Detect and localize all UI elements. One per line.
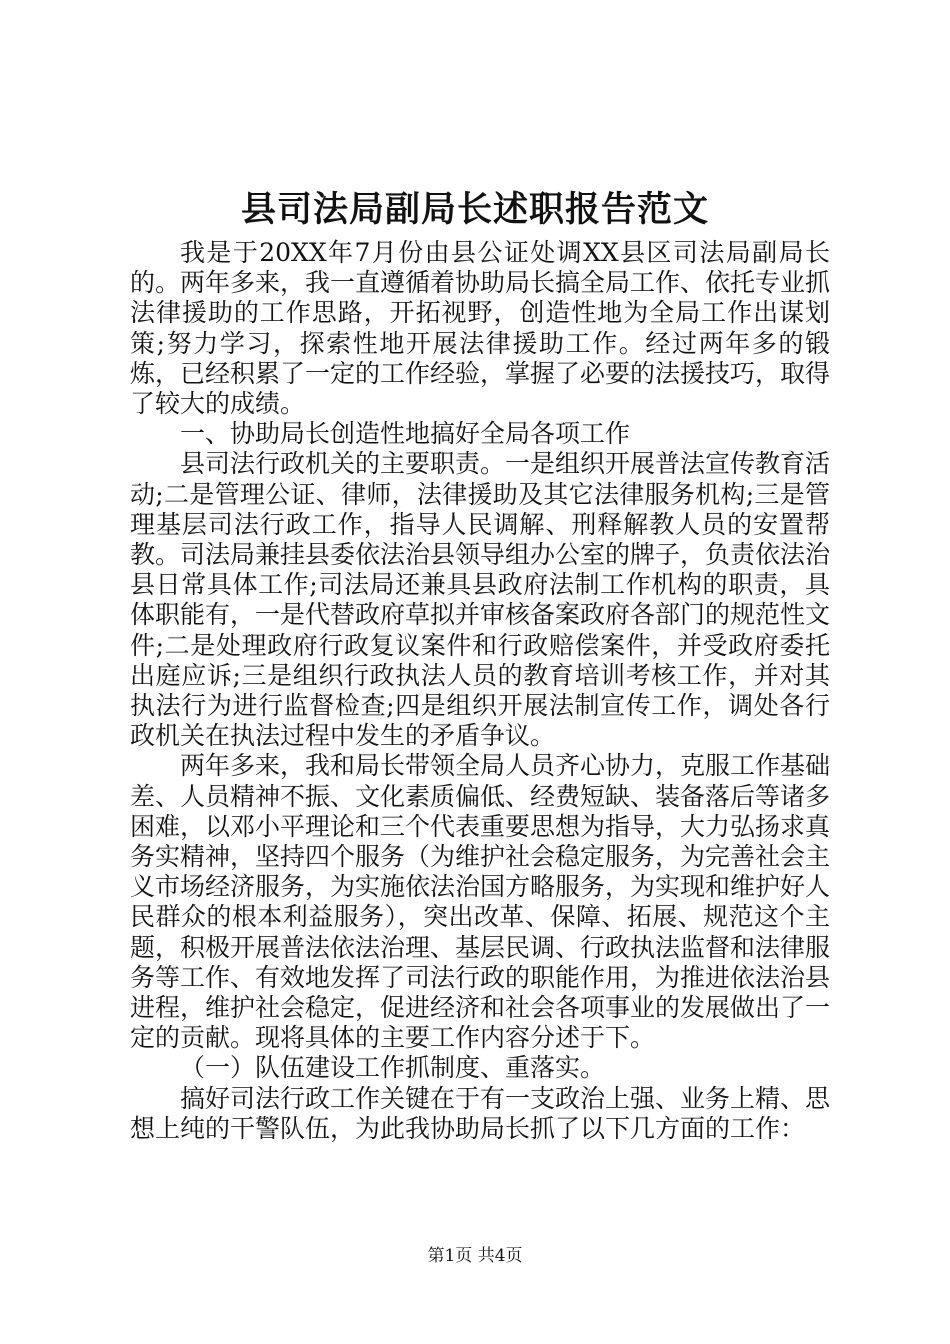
paragraph-intro: 我是于20XX年7月份由县公证处调XX县区司法局副局长的。两年多来，我一直遵循着协助局长搞全局工作、依托专业抓法律援助的工作思路，开拓视野，创造性地为全局工作出谋划策;努力学习，探索性地开展法律援助工作。经过两年多的锻炼，已经积累了一定的工作经验，掌握了必要的法援技巧，取得了较大的成绩。 (130, 238, 831, 419)
paragraph-duties: 县司法行政机关的主要职责。一是组织开展普法宣传教育活动;二是管理公证、律师，法律援助及其它法律服务机构;三是管理基层司法行政工作，指导人民调解、刑释解教人员的安置帮教。司法局兼挂县委依法治县领导组办公室的牌子，负责依法治县日常具体工作;司法局还兼具县政府法制工作机构的职责，具体职能有，一是代替政府草拟并审核备案政府各部门的规范性文件;二是处理政府行政复议案件和行政赔偿案件，并受政府委托出庭应诉;三是组织行政执法人员的教育培训考核工作，并对其执法行为进行监督检查;四是组织开展法制宣传工作，调处各行政机关在执法过程中发生的矛盾争议。 (130, 449, 831, 751)
page-footer: 第1页 共4页 (427, 1246, 523, 1266)
subsection-heading-1: （一）队伍建设工作抓制度、重落实。 (180, 1053, 606, 1083)
document-body (130, 238, 830, 1144)
document-title: 县司法局副局长述职报告范文 (240, 189, 709, 230)
paragraph-achievements: 两年多来，我和局长带领全局人员齐心协力，克服工作基础差、人员精神不振、文化素质偏低、经费短缺、装备落后等诸多困难，以邓小平理论和三个代表重要思想为指导，大力弘扬求真务实精神，坚持四个服务（为维护社会稳定服务，为完善社会主义市场经济服务，为实施依法治国方略服务，为实现和维护好人民群众的根本利益服务），突出改革、保障、拓展、规范这个主题，积极开展普法依法治理、基层民调、行政执法监督和法律服务等工作、有效地发挥了司法行政的职能作用，为推进依法治县进程，维护社会稳定，促进经济和社会各项事业的发展做出了一定的贡献。现将具体的主要工作内容分述于下。 (130, 751, 831, 1053)
paragraph-team-building: 搞好司法行政工作关键在于有一支政治上强、业务上精、思想上纯的干警队伍，为此我协助局长抓了以下几方面的工作： (130, 1083, 831, 1143)
section-heading-1: 一、协助局长创造性地搞好全局各项工作 (180, 419, 631, 449)
